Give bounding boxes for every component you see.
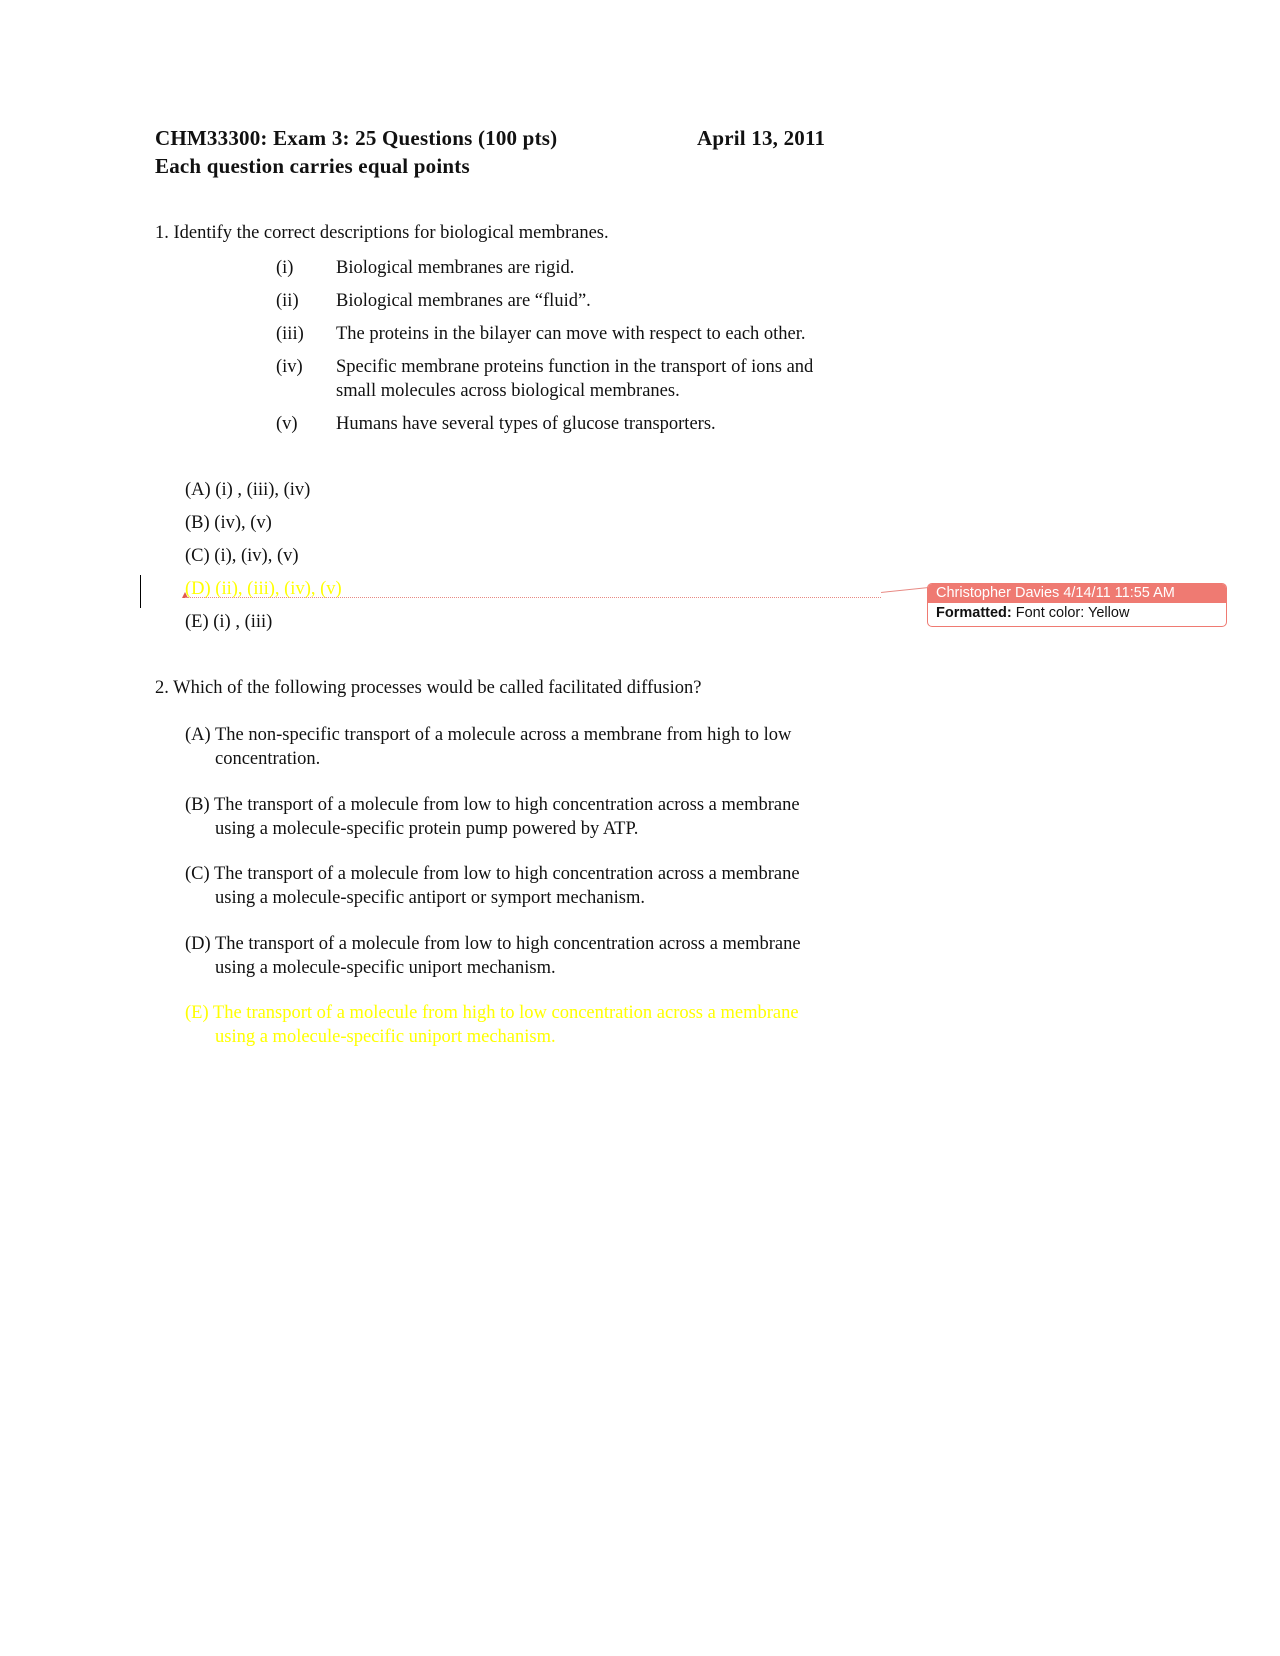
statement-text: The proteins in the bilayer can move with respect to each other. — [336, 324, 806, 344]
question-2-stem: 2. Which of the following processes would be called facilitated diffusion? — [155, 678, 702, 698]
formatting-comment-balloon[interactable] — [927, 583, 1227, 627]
exam-subtitle: Each question carries equal points — [155, 154, 470, 178]
q2-choice-d-line1: (D) The transport of a molecule from low to high concentration across a membrane — [185, 934, 801, 954]
comment-body — [928, 603, 1226, 624]
comment-label: Formatted: — [936, 605, 1012, 621]
q2-choice-b-line2: using a molecule-specific protein pump powered by ATP. — [215, 819, 639, 839]
question-1-stem: 1. Identify the correct descriptions for biological membranes. — [155, 223, 609, 243]
statement-number: (iii) — [276, 324, 304, 344]
statement-text: Humans have several types of glucose transporters. — [336, 414, 716, 434]
statement-text: Biological membranes are “fluid”. — [336, 291, 591, 311]
comment-leader-line — [185, 597, 881, 598]
change-bar — [140, 575, 141, 608]
statement-number: (ii) — [276, 291, 299, 311]
exam-title: CHM33300: Exam 3: 25 Questions (100 pts) — [155, 126, 558, 150]
q1-choice-b: (B) (iv), (v) — [185, 513, 272, 533]
comment-leader-connector — [881, 587, 929, 593]
q1-choice-d-correct: (D) (ii), (iii), (iv), (v) — [185, 579, 342, 599]
statement-number: (i) — [276, 258, 294, 278]
q2-choice-e-correct-line2: using a molecule-specific uniport mechanism. — [215, 1027, 556, 1047]
q2-choice-c-line2: using a molecule-specific antiport or symport mechanism. — [215, 888, 646, 908]
q2-choice-e-correct-line1: (E) The transport of a molecule from high to low concentration across a membrane — [185, 1003, 799, 1023]
comment-author-line: Christopher Davies 4/14/11 11:55 AM — [928, 584, 1226, 603]
statement-text: Specific membrane proteins function in the transport of ions and — [336, 357, 814, 377]
q2-choice-c-line1: (C) The transport of a molecule from low to high concentration across a membrane — [185, 864, 800, 884]
exam-date: April 13, 2011 — [697, 126, 826, 150]
q2-choice-a-line2: concentration. — [215, 749, 321, 769]
comment-detail: Font color: Yellow — [1011, 605, 1130, 621]
q1-choice-c: (C) (i), (iv), (v) — [185, 546, 299, 566]
q1-choice-a: (A) (i) , (iii), (iv) — [185, 480, 311, 500]
q2-choice-b-line1: (B) The transport of a molecule from low to high concentration across a membrane — [185, 795, 800, 815]
q2-choice-d-line2: using a molecule-specific uniport mechanism. — [215, 958, 556, 978]
q1-choice-e: (E) (i) , (iii) — [185, 612, 273, 632]
statement-number: (iv) — [276, 357, 303, 377]
statement-number: (v) — [276, 414, 298, 434]
statement-text-continued: small molecules across biological membranes. — [336, 381, 680, 401]
q2-choice-a-line1: (A) The non-specific transport of a molecule across a membrane from high to low — [185, 725, 792, 745]
statement-text: Biological membranes are rigid. — [336, 258, 575, 278]
